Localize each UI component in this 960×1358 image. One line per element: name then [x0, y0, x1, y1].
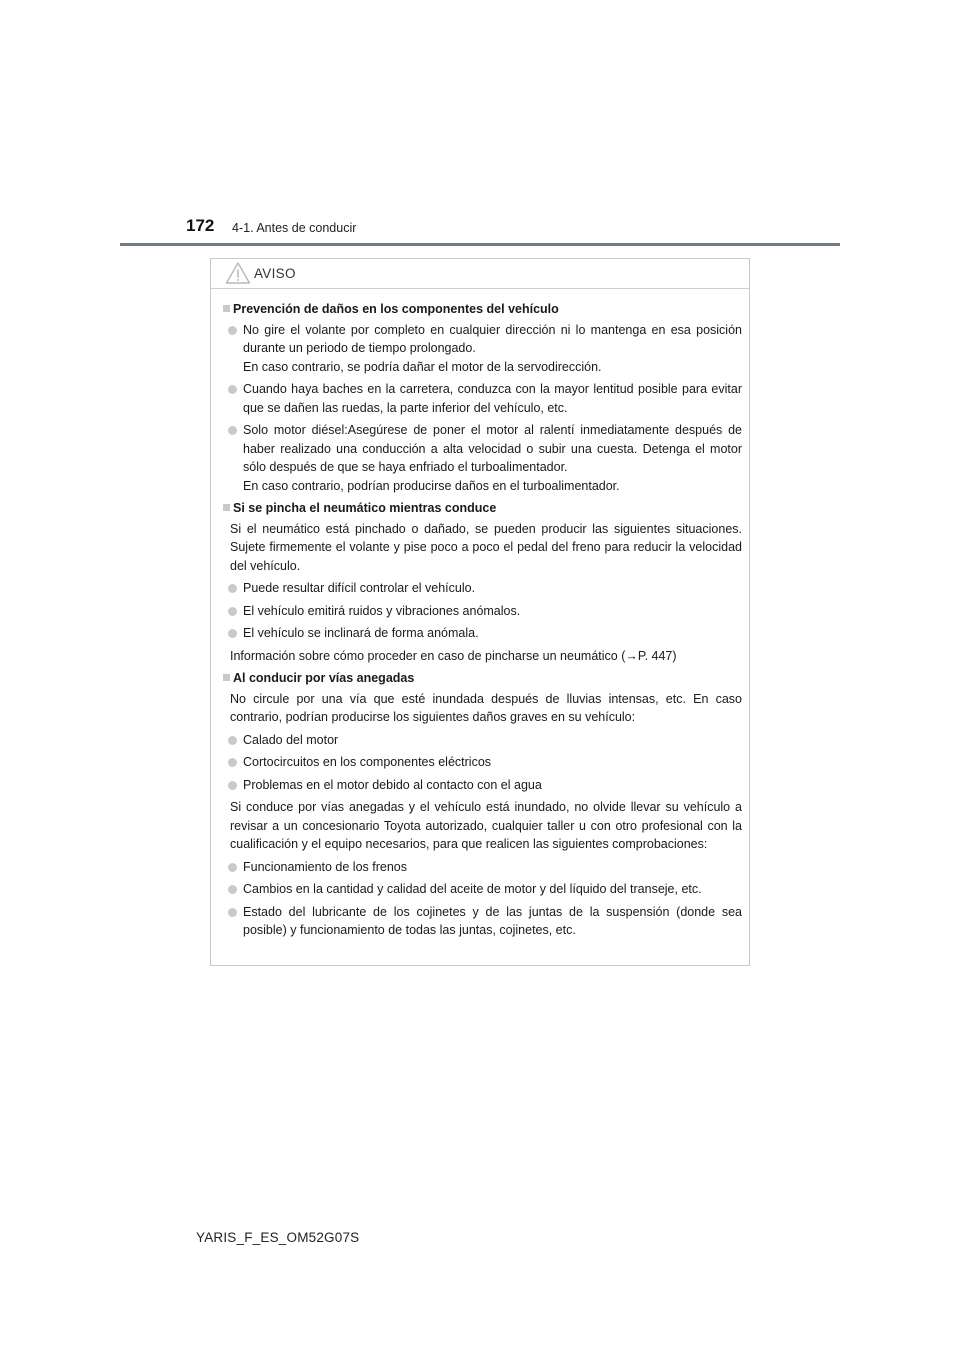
circle-bullet-icon — [228, 781, 237, 790]
paragraph: No circule por una vía que esté inundada después de lluvias intensas, etc. En caso contrario, podrían producirse los siguientes daños graves en su vehículo: — [230, 691, 742, 724]
bullet-item — [223, 776, 742, 795]
square-bullet-icon — [223, 504, 230, 511]
bullet-text: El vehículo se inclinará de forma anómala. — [243, 626, 479, 640]
section-heading — [223, 300, 742, 319]
warning-header — [211, 259, 749, 289]
bullet-item — [223, 579, 742, 598]
section-heading — [223, 669, 742, 688]
circle-bullet-icon — [228, 863, 237, 872]
bullet-text: No gire el volante por completo en cualquier dirección ni lo mantenga en esa posición durante un periodo de tiempo prolongado. — [243, 322, 742, 355]
square-bullet-icon — [223, 305, 230, 312]
paragraph: Si conduce por vías anegadas y el vehículo está inundado, no olvide llevar su vehículo a revisar a un concesionario Toyota autorizado, cualquier taller u con otro profesional con la cualificación y el equipo necesarios, para que realicen las siguientes comprobaciones: — [230, 800, 742, 851]
bullet-item — [223, 380, 742, 417]
bullet-text: Estado del lubricante de los cojinetes y de las juntas de la suspensión (donde sea posible) y funcionamiento de todas las juntas, cojinetes, etc. — [243, 904, 742, 937]
heading-text: Al conducir por vías anegadas — [233, 671, 415, 685]
heading-text: Prevención de daños en los componentes del vehículo — [233, 302, 559, 316]
circle-bullet-icon — [228, 736, 237, 745]
warning-triangle-icon — [225, 261, 251, 285]
warning-body — [211, 289, 749, 940]
bullet-text: Cortocircuitos en los componentes eléctricos — [243, 755, 492, 769]
bullet-item — [223, 858, 742, 877]
bullet-item — [223, 753, 742, 772]
bullet-text: Funcionamiento de los frenos — [243, 859, 407, 874]
circle-bullet-icon — [228, 607, 237, 616]
bullet-text: Solo motor diésel:Asegúrese de poner el motor al ralentí inmediatamente después de haber realizado una conducción a alta velocidad o subir una cuesta. Detenga el motor sólo después de que se haya enfriado el turboalimentador. — [243, 423, 742, 474]
bullet-text: El vehículo emitirá ruidos y vibraciones anómalos. — [243, 603, 521, 618]
bullet-item — [223, 731, 742, 750]
bullet-item — [223, 903, 742, 940]
square-bullet-icon — [223, 674, 230, 681]
bullet-text: Calado del motor — [243, 732, 339, 747]
bullet-item — [223, 421, 742, 495]
circle-bullet-icon — [228, 629, 237, 638]
header-rule — [120, 243, 840, 246]
circle-bullet-icon — [228, 885, 237, 894]
bullet-item — [223, 321, 742, 377]
footer-code: YARIS_F_ES_OM52G07S — [196, 1230, 360, 1245]
bullet-text: En caso contrario, se podría dañar el motor de la servodirección. — [243, 359, 602, 374]
bullet-text: En caso contrario, podrían producirse daños en el turboalimentador. — [243, 478, 620, 493]
bullet-item — [223, 602, 742, 621]
section-title: 4-1. Antes de conducir — [232, 221, 357, 235]
circle-bullet-icon — [228, 426, 237, 435]
bullet-item — [223, 624, 742, 643]
circle-bullet-icon — [228, 908, 237, 917]
circle-bullet-icon — [228, 584, 237, 593]
bullet-text: Puede resultar difícil controlar el vehículo. — [243, 581, 476, 595]
paragraph: Información sobre cómo proceder en caso de pincharse un neumático (→P. 447) — [230, 648, 677, 663]
bullet-item — [223, 880, 742, 899]
bullet-text: Problemas en el motor debido al contacto con el agua — [243, 777, 542, 792]
heading-text: Si se pincha el neumático mientras conduce — [233, 501, 497, 515]
circle-bullet-icon — [228, 385, 237, 394]
warning-box — [210, 258, 750, 966]
circle-bullet-icon — [228, 758, 237, 767]
warning-label: AVISO — [254, 266, 296, 281]
page-number: 172 — [186, 216, 215, 235]
paragraph: Si el neumático está pinchado o dañado, se pueden producir las siguientes situaciones. Sujete firmemente el volante y pise poco a poco el pedal del freno para reducir la velocidad del vehículo. — [230, 521, 742, 573]
bullet-text: Cuando haya baches en la carretera, conduzca con la mayor lentitud posible para evitar que se dañen las ruedas, la parte inferior del vehículo, etc. — [243, 382, 742, 415]
section-heading — [223, 499, 742, 518]
circle-bullet-icon — [228, 326, 237, 335]
bullet-text: Cambios en la cantidad y calidad del aceite de motor y del líquido del transeje, etc. — [243, 882, 702, 896]
